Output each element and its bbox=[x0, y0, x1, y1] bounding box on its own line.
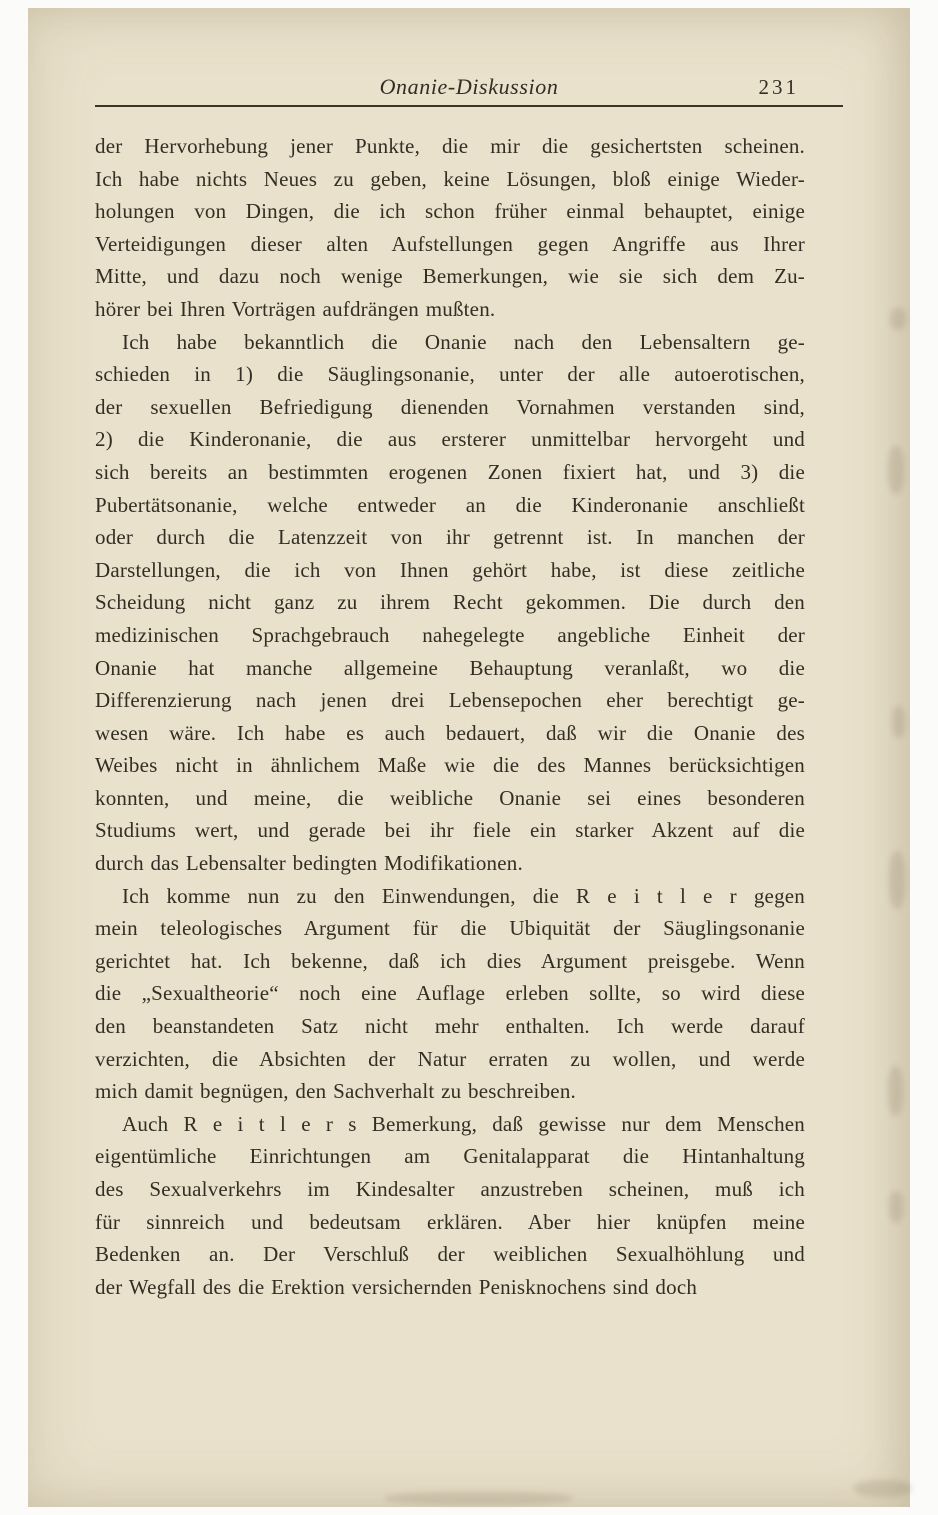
text-line: des Sexualverkehrs im Kindesalter anzustreben scheinen, muß ich bbox=[95, 1177, 805, 1201]
text-line: hörer bei Ihren Vorträgen aufdrängen mußten. bbox=[95, 296, 496, 321]
show-through-mark bbox=[888, 1066, 903, 1116]
text-line: medizinischen Sprachgebrauch nahegelegte angebliche Einheit der bbox=[95, 622, 805, 647]
text-line: die „Sexualtheorie“ noch eine Auflage erleben sollte, so wird diese bbox=[95, 981, 805, 1006]
show-through-mark bbox=[854, 1480, 912, 1497]
text-line: wesen wäre. Ich habe es auch bedauert, daß wir die Onanie des bbox=[95, 720, 805, 745]
text-line: Verteidigungen dieser alten Aufstellungen gegen Angriffe aus Ihrer bbox=[95, 231, 805, 256]
text-line: der Wegfall des die Erektion versichernden Penisknochens sind doch bbox=[95, 1274, 698, 1299]
text-line: sich bereits an bestimmten erogenen Zonen fixiert hat, und 3) die bbox=[95, 459, 805, 484]
show-through-mark bbox=[892, 706, 905, 738]
text-line: Mitte, und dazu noch wenige Bemerkungen, wie sie sich dem Zu- bbox=[95, 264, 805, 289]
text-line: Darstellungen, die ich von Ihnen gehört habe, ist diese zeitliche bbox=[95, 557, 805, 582]
text-line: der Hervorhebung jener Punkte, die mir die gesichertsten scheinen. bbox=[95, 134, 805, 158]
show-through-mark bbox=[889, 851, 905, 909]
text-line: Ich habe nichts Neues zu geben, keine Lösungen, bloß einige Wieder- bbox=[95, 166, 805, 191]
text-line: Ich habe bekanntlich die Onanie nach den Lebensaltern ge- bbox=[122, 329, 805, 354]
paragraph bbox=[95, 130, 805, 326]
running-title: Onanie-Diskussion bbox=[379, 74, 559, 99]
paragraph bbox=[95, 1108, 805, 1304]
text-line: gerichtet hat. Ich bekenne, daß ich dies Argument preisgebe. Wenn bbox=[95, 948, 805, 973]
text-line: konnten, und meine, die weibliche Onanie sei eines besonderen bbox=[95, 785, 805, 810]
text-line: eigentümliche Einrichtungen am Genitalapparat die Hintanhaltung bbox=[95, 1144, 805, 1169]
text-line: mein teleologisches Argument für die Ubiquität der Säuglingsonanie bbox=[95, 916, 805, 941]
text-line: den beanstandeten Satz nicht mehr enthalten. Ich werde darauf bbox=[95, 1014, 805, 1039]
text-line: Differenzierung nach jenen drei Lebensepochen eher berechtigt ge- bbox=[95, 688, 805, 713]
text-line: mich damit begnügen, den Sachverhalt zu beschreiben. bbox=[95, 1079, 576, 1104]
text-line: Studiums wert, und gerade bei ihr fiele ein starker Akzent auf die bbox=[95, 818, 805, 843]
text-line: Pubertätsonanie, welche entweder an die Kinderonanie anschließt bbox=[95, 492, 805, 517]
paragraph bbox=[95, 326, 805, 880]
page-number: 231 bbox=[758, 75, 799, 99]
text-line: 2) die Kinderonanie, die aus ersterer unmittelbar hervorgeht und bbox=[95, 427, 805, 452]
text-line: Ich komme nun zu den Einwendungen, die R e i t l e r gegen bbox=[122, 883, 805, 908]
paragraph bbox=[95, 880, 805, 1108]
header-rule bbox=[95, 105, 843, 107]
page-body bbox=[95, 130, 805, 1303]
show-through-mark bbox=[889, 1191, 903, 1223]
text-line: Onanie hat manche allgemeine Behauptung veranlaßt, wo die bbox=[95, 655, 805, 680]
text-line: verzichten, die Absichten der Natur erraten zu wollen, und werde bbox=[95, 1046, 805, 1071]
show-through-mark bbox=[888, 446, 904, 494]
book-page bbox=[28, 8, 910, 1507]
text-line: Bedenken an. Der Verschluß der weiblichen Sexualhöhlung und bbox=[95, 1242, 805, 1267]
text-line: Weibes nicht in ähnlichem Maße wie die des Mannes berücksichtigen bbox=[95, 753, 805, 778]
text-line: Auch R e i t l e r s Bemerkung, daß gewisse nur dem Menschen bbox=[122, 1111, 805, 1136]
text-line: für sinnreich und bedeutsam erklären. Aber hier knüpfen meine bbox=[95, 1209, 805, 1234]
show-through-mark bbox=[890, 308, 906, 330]
show-through-mark bbox=[385, 1492, 573, 1505]
text-line: Scheidung nicht ganz zu ihrem Recht gekommen. Die durch den bbox=[95, 590, 805, 615]
text-line: holungen von Dingen, die ich schon früher einmal behauptet, einige bbox=[95, 199, 805, 224]
page-header bbox=[95, 74, 843, 102]
text-line: schieden in 1) die Säuglingsonanie, unter der alle autoerotischen, bbox=[95, 362, 805, 387]
text-line: der sexuellen Befriedigung dienenden Vornahmen verstanden sind, bbox=[95, 394, 805, 419]
text-line: durch das Lebensalter bedingten Modifikationen. bbox=[95, 851, 523, 876]
text-line: oder durch die Latenzzeit von ihr getrennt ist. In manchen der bbox=[95, 525, 805, 550]
